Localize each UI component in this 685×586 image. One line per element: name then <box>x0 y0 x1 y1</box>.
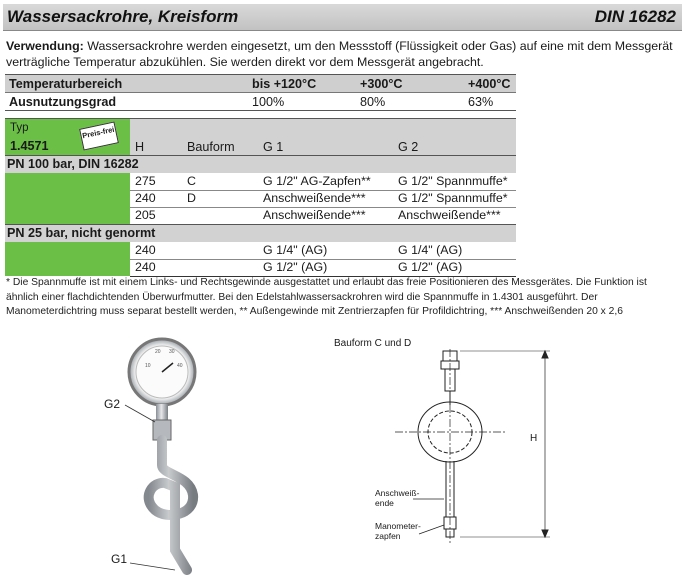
table-row <box>130 173 516 191</box>
temp-header-0: Temperaturbereich <box>5 75 248 93</box>
temp-header-1: bis +120°C <box>248 75 356 93</box>
cell-bauform: D <box>187 191 196 205</box>
section-title: PN 25 bar, nicht genormt <box>7 226 156 240</box>
svg-text:30: 30 <box>169 349 175 355</box>
cell-g2: Anschweißende*** <box>398 208 501 222</box>
col-g2: G 2 <box>398 140 419 154</box>
cell-g1: G 1/2" (AG) <box>263 260 328 274</box>
svg-text:40: 40 <box>177 363 183 369</box>
page-title: Wassersackrohre, Kreisform <box>7 7 239 26</box>
table-row <box>130 207 516 225</box>
temp-row-value-1: 100% <box>248 93 356 111</box>
cell-h: 240 <box>135 191 156 205</box>
price-badge-icon: Preis-frei <box>79 121 119 150</box>
typ-cell <box>5 119 130 156</box>
table-row <box>130 259 516 277</box>
bauform-label: Bauform C und D <box>334 338 412 349</box>
intro-label: Verwendung: <box>6 39 84 53</box>
cell-h: 205 <box>135 208 156 222</box>
footnote: * Die Spannmuffe ist mit einem Links- und Rechtsgewinde ausgestattet und erlaubt das freie Positionieren des Messgerätes. Die Funktion ist ähnlich einer flachdichtenden Überwurfmutter. Bei den Edelstahlwassersackrohren wird die Spannmuffe in 1.4301 ausgeführt. Der Manometerdichtring muss separat bestellt werden, ** Außengewinde mit Zentrierzapfen für Profildichtring, *** Anschweißenden 20 x 2,6 <box>6 277 647 317</box>
col-h: H <box>135 140 145 154</box>
col-g1: G 1 <box>263 140 284 154</box>
cell-g1: G 1/4" (AG) <box>263 243 328 257</box>
section-pn25 <box>5 224 516 242</box>
section-green-block <box>5 173 130 224</box>
section-green-block <box>5 242 130 276</box>
temp-row-value-3: 63% <box>464 93 516 111</box>
temperature-table <box>5 74 516 111</box>
typ-label: Typ <box>10 122 29 134</box>
section-title: PN 100 bar, DIN 16282 <box>7 157 139 171</box>
temp-row-value-2: 80% <box>356 93 464 111</box>
temp-header-2: +300°C <box>356 75 464 93</box>
intro-body: Wassersackrohre werden eingesetzt, um den Messstoff (Flüssigkeit oder Gas) auf eine mit dem Messgerät verträgliche Temperatur abzukühlen. Sie werden direkt vor dem Messgerät angebracht. <box>6 39 673 69</box>
label-anschweissende: Anschweiß- ende <box>375 488 420 508</box>
norm-label: DIN 16282 <box>594 7 676 26</box>
table-row <box>130 242 516 260</box>
drawing-area <box>0 325 685 586</box>
cell-g1: Anschweißende*** <box>263 191 366 205</box>
cell-g2: G 1/4" (AG) <box>398 243 463 257</box>
label-g1: G1 <box>111 552 128 566</box>
temp-header-3: +400°C <box>464 75 516 93</box>
cell-h: 275 <box>135 174 156 188</box>
cell-bauform: C <box>187 174 196 188</box>
col-bauform: Bauform <box>187 140 235 154</box>
cell-g2: G 1/2" Spannmuffe* <box>398 191 508 205</box>
label-h: H <box>530 433 538 444</box>
cell-g1: G 1/2" AG-Zapfen** <box>263 174 371 188</box>
svg-text:10: 10 <box>145 363 151 369</box>
temp-row-label: Ausnutzungsgrad <box>5 93 248 111</box>
cell-g2: G 1/2" Spannmuffe* <box>398 174 508 188</box>
product-photo-icon <box>95 325 355 586</box>
typ-value: 1.4571 <box>10 139 49 153</box>
table-row <box>130 190 516 208</box>
header-bar <box>3 4 682 31</box>
cell-g2: G 1/2" (AG) <box>398 260 463 274</box>
technical-drawing-icon <box>375 349 565 584</box>
cell-g1: Anschweißende*** <box>263 208 366 222</box>
svg-text:20: 20 <box>155 349 161 355</box>
cell-h: 240 <box>135 260 156 274</box>
section-pn100 <box>5 155 516 173</box>
spec-header <box>5 118 516 156</box>
cell-h: 240 <box>135 243 156 257</box>
label-g2: G2 <box>104 397 121 411</box>
intro-text <box>6 38 676 70</box>
label-manometerzapfen: Manometer- zapfen <box>375 521 421 541</box>
